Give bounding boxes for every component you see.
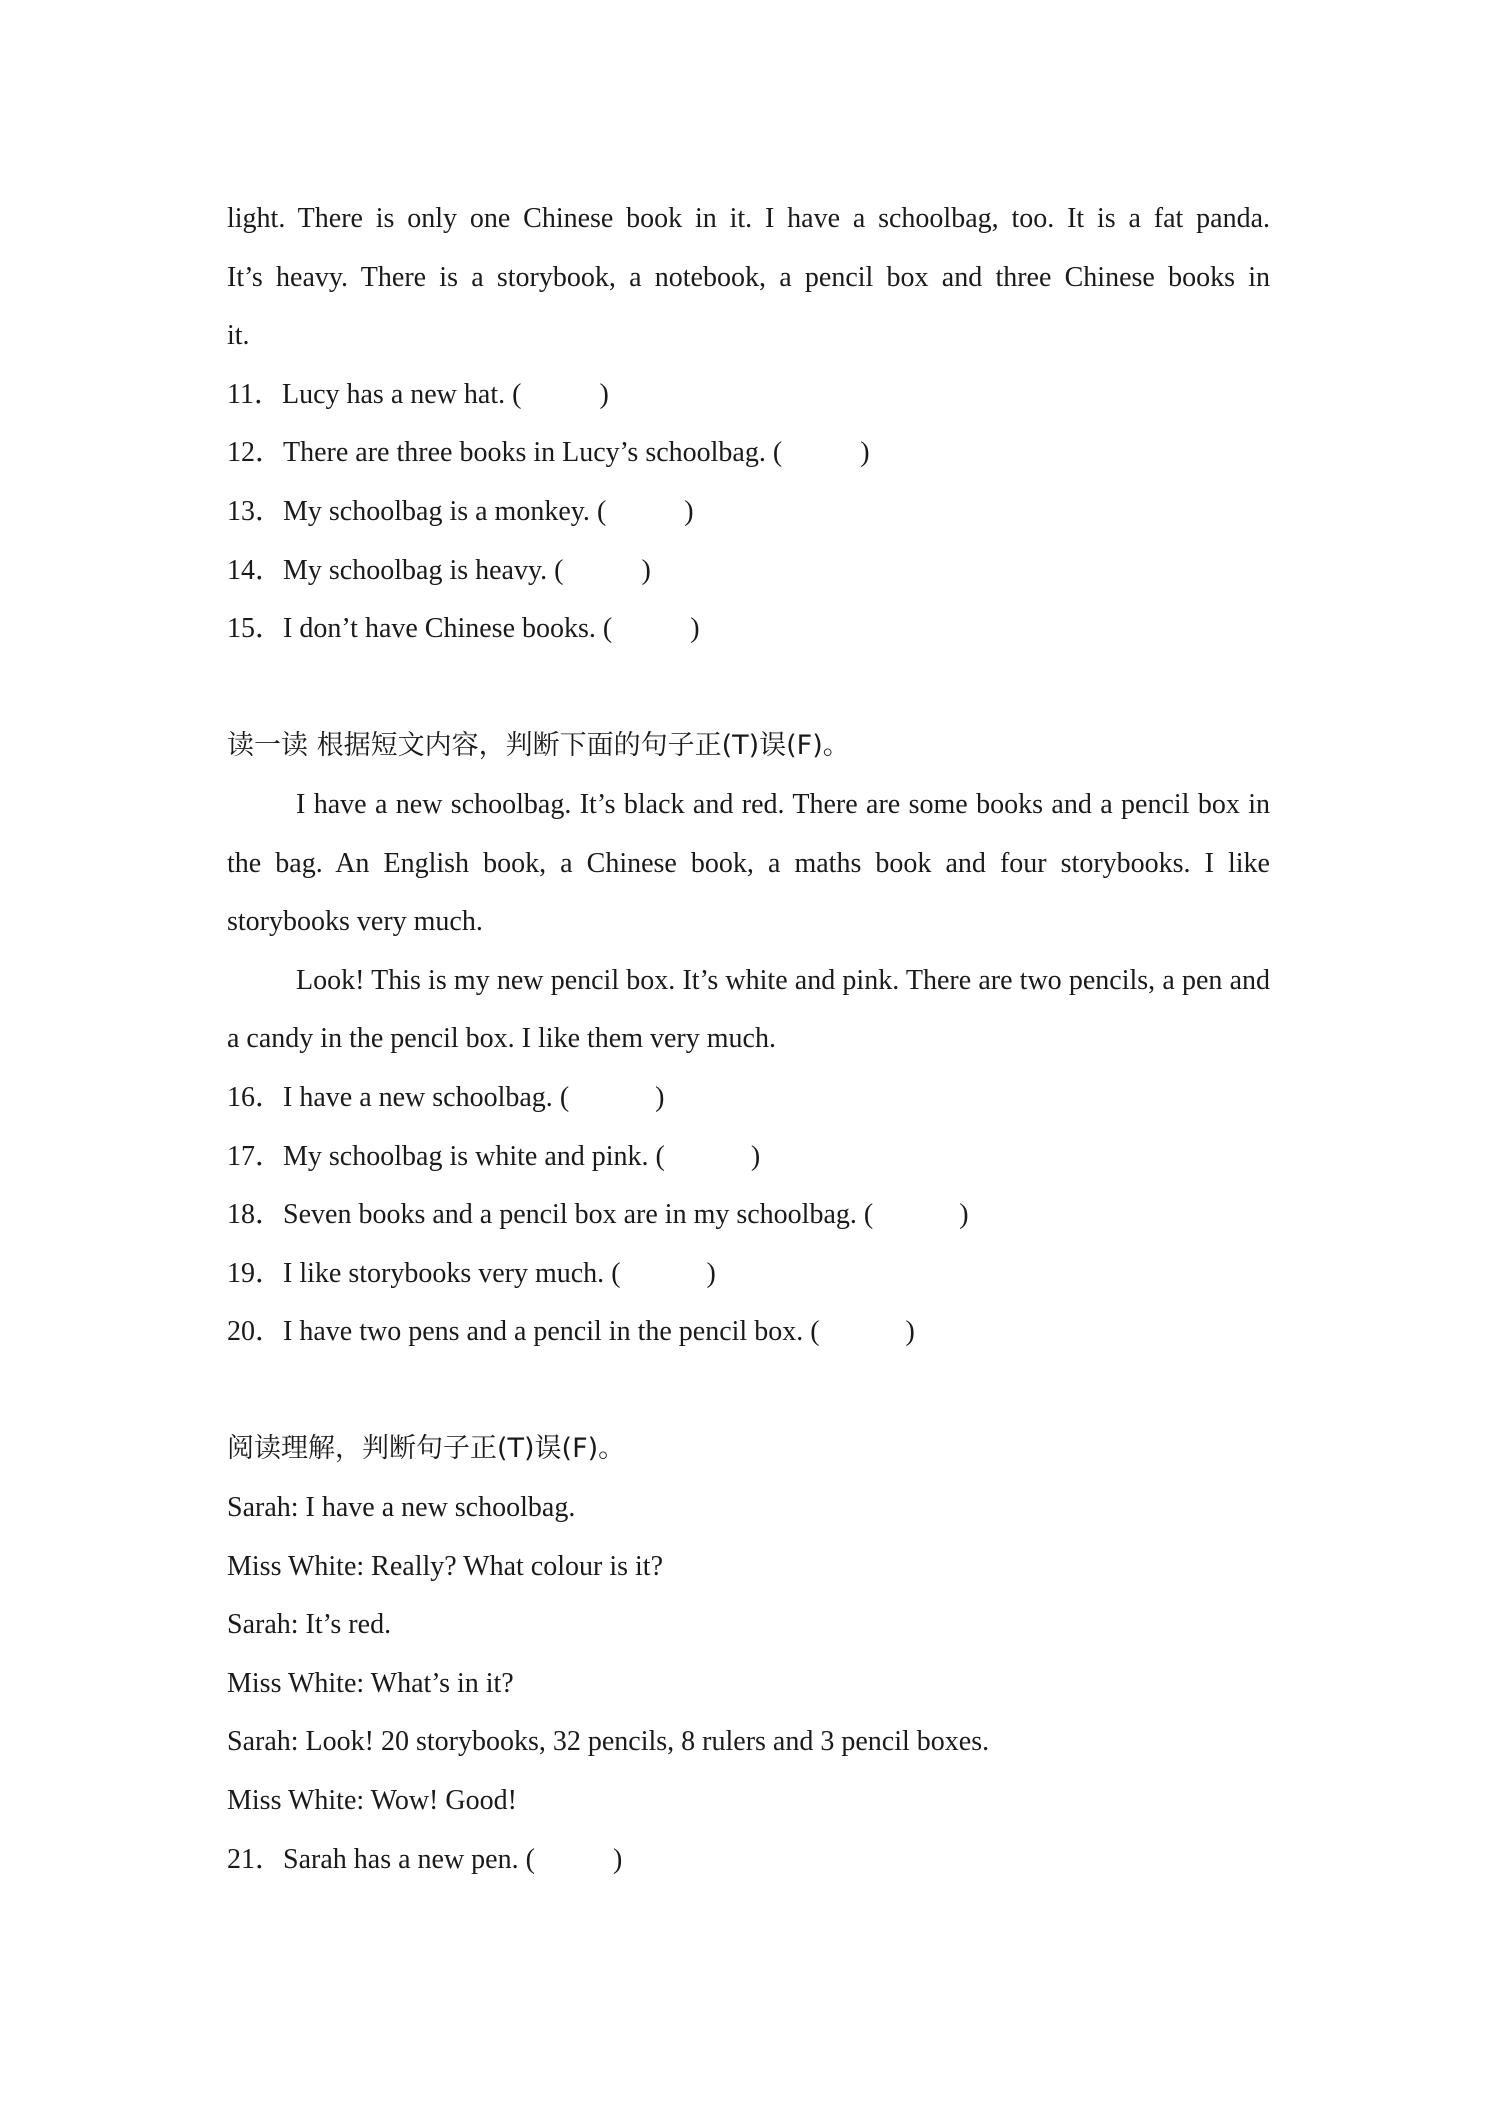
section-b [227,717,1270,1362]
answer-open-paren: ( [512,378,522,410]
question-number: 20． [227,1316,284,1348]
section-heading: 阅读理解，判断句子正(T)误(F)。 [227,1433,626,1465]
worksheet-content [227,190,1270,1889]
answer-close-paren: ) [612,1843,623,1875]
question-text: My schoolbag is heavy. [283,554,555,586]
answer-blank[interactable] [603,600,700,659]
question-item [227,1245,1270,1304]
question-text: There are three books in Lucy’s schoolbag. [283,437,773,469]
question-number: 16． [227,1081,284,1113]
question-item [227,424,1270,483]
question-number: 19． [227,1257,284,1289]
answer-blank[interactable] [554,542,651,601]
question-item [227,366,1270,425]
dialogue-line: Sarah: Look! 20 storybooks, 32 pencils, 8 rulers and 3 pencil boxes. [227,1726,990,1758]
answer-close-paren: ) [684,495,694,527]
answer-close-paren: ) [959,1199,969,1231]
question-text: I don’t have Chinese books. [283,613,603,645]
reading-paragraph: Look! This is my new pencil box. It’s white and pink. There are two pencils, a pen and a candy in the pencil box. I like them very much. [227,964,1270,1055]
question-number: 13． [227,495,284,527]
answer-blank[interactable] [560,1069,665,1128]
answer-close-paren: ) [750,1140,761,1172]
question-text: Seven books and a pencil box are in my schoolbag. [283,1199,864,1231]
answer-open-paren: ( [655,1140,665,1172]
question-number: 21． [227,1843,284,1875]
answer-open-paren: ( [810,1316,820,1348]
answer-close-paren: ) [655,1081,665,1113]
question-number: 12． [227,437,284,469]
question-item [227,483,1270,542]
question-text: Lucy has a new hat. [281,378,513,410]
answer-blank[interactable] [597,483,694,542]
answer-blank[interactable] [810,1303,915,1362]
answer-close-paren: ) [641,554,651,586]
answer-open-paren: ( [863,1199,874,1231]
question-number: 17． [227,1140,284,1172]
question-item [227,600,1270,659]
answer-close-paren: ) [860,437,870,469]
question-item [227,1069,1270,1128]
answer-blank[interactable] [864,1186,969,1245]
answer-close-paren: ) [599,378,609,410]
answer-close-paren: ) [690,613,700,645]
answer-open-paren: ( [611,1257,621,1289]
section-c [227,1420,1270,1889]
answer-open-paren: ( [559,1081,570,1113]
question-number: 18． [227,1199,284,1231]
question-item [227,1303,1270,1362]
answer-open-paren: ( [525,1843,535,1875]
dialogue-line: Sarah: It’s red. [227,1609,392,1641]
question-number: 15． [227,613,284,645]
answer-open-paren: ( [772,437,783,469]
answer-blank[interactable] [656,1128,761,1187]
passage-line: it. [227,320,250,352]
reading-paragraph: I have a new schoolbag. It’s black and red. There are some books and a pencil box in the bag. An English book, a Chinese book, a maths book and four storybooks. I like storybooks very much. [227,788,1270,938]
dialogue-line: Miss White: What’s in it? [227,1667,514,1699]
answer-open-paren: ( [596,495,607,527]
answer-blank[interactable] [773,424,870,483]
question-number: 14． [227,554,284,586]
question-text: My schoolbag is a monkey. [283,495,597,527]
answer-blank[interactable] [526,1831,623,1890]
passage-line: light. There is only one Chinese book in it. I have a schoolbag, too. It is a fat panda. [227,203,1270,234]
answer-open-paren: ( [554,554,564,586]
question-text: I have a new schoolbag. [283,1081,560,1113]
answer-open-paren: ( [602,613,613,645]
answer-blank[interactable] [611,1245,716,1304]
question-list-b [227,1069,1270,1362]
intro-passage [227,190,1270,366]
dialogue-line: Miss White: Really? What colour is it? [227,1550,663,1582]
section-gap [227,659,1270,718]
answer-close-paren: ) [905,1316,915,1348]
dialogue-line: Sarah: I have a new schoolbag. [227,1492,576,1524]
answer-close-paren: ) [706,1257,716,1289]
question-item [227,1128,1270,1187]
dialogue-line: Miss White: Wow! Good! [227,1785,517,1817]
section-heading: 读一读 根据短文内容，判断下面的句子正(T)误(F)。 [227,730,850,762]
answer-blank[interactable] [512,366,609,425]
question-item [227,1831,1270,1890]
question-text: I have two pens and a pencil in the pencil box. [283,1316,811,1348]
question-item [227,542,1270,601]
section-gap [227,1362,1270,1421]
question-list-a [227,366,1270,659]
question-text: Sarah has a new pen. [283,1843,526,1875]
question-item [227,1186,1270,1245]
passage-line: It’s heavy. There is a storybook, a notebook, a pencil box and three Chinese books in [227,261,1270,293]
question-number: 11． [227,378,282,410]
question-text: I like storybooks very much. [283,1257,612,1289]
question-text: My schoolbag is white and pink. [283,1140,656,1172]
question-list-c [227,1831,1270,1890]
